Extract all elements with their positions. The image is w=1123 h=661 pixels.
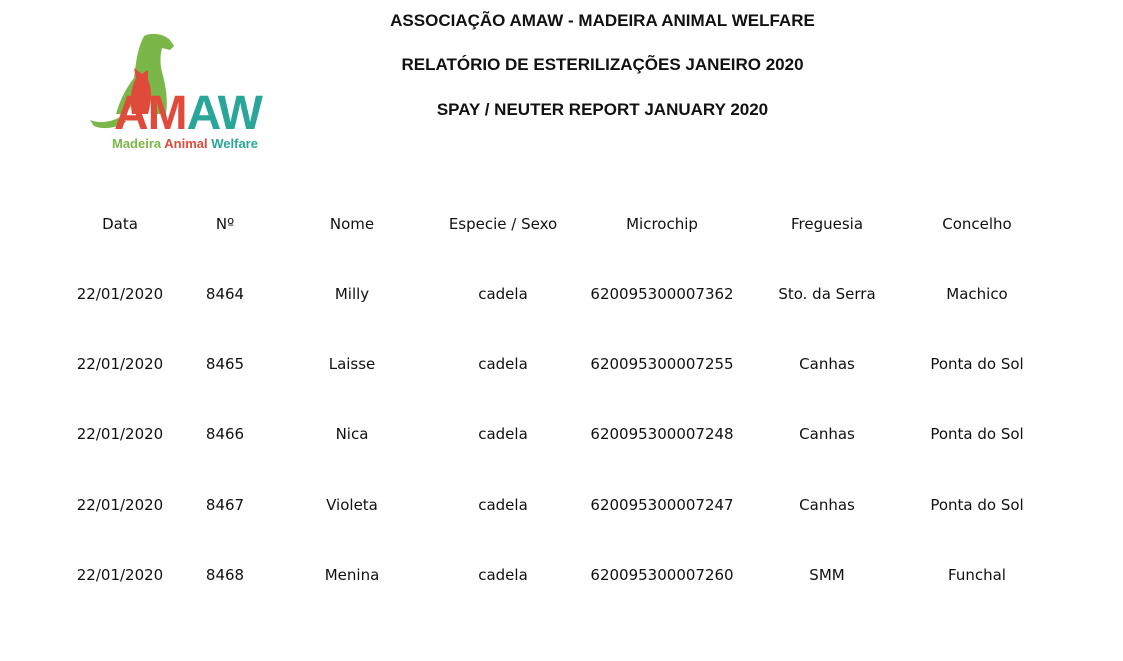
table-cell-date: 22/01/2020 <box>76 355 164 373</box>
table-cell-species-sex: cadela <box>478 566 528 584</box>
table-cell-name: Menina <box>324 566 380 584</box>
logo-letter: A <box>114 87 148 140</box>
table-cell-microchip: 620095300007247 <box>590 496 734 514</box>
table-cell-microchip: 620095300007362 <box>590 285 734 303</box>
logo-tagline-part: Animal <box>164 136 212 151</box>
column-header-number: Nº <box>215 215 235 233</box>
table-cell-name: Nica <box>335 425 369 443</box>
column-header-date: Data <box>102 215 138 233</box>
table-cell-number: 8468 <box>205 566 245 584</box>
table-cell-species-sex: cadela <box>478 425 528 443</box>
table-cell-municipality: Funchal <box>948 566 1006 584</box>
column-header-microchip: Microchip <box>626 215 698 233</box>
table-cell-number: 8465 <box>205 355 245 373</box>
logo-letter: M <box>147 87 187 140</box>
table-cell-municipality: Ponta do Sol <box>930 496 1024 514</box>
table-cell-date: 22/01/2020 <box>76 496 164 514</box>
association-title: ASSOCIAÇÃO AMAW - MADEIRA ANIMAL WELFARE <box>390 11 815 30</box>
report-title-pt: RELATÓRIO DE ESTERILIZAÇÕES JANEIRO 2020 <box>401 55 804 74</box>
table-cell-number: 8466 <box>205 425 245 443</box>
table-cell-species-sex: cadela <box>478 285 528 303</box>
table-cell-microchip: 620095300007255 <box>590 355 734 373</box>
table-cell-municipality: Ponta do Sol <box>930 425 1024 443</box>
table-cell-municipality: Machico <box>946 285 1008 303</box>
table-cell-microchip: 620095300007248 <box>590 425 734 443</box>
table-cell-parish: SMM <box>809 566 845 584</box>
table-cell-species-sex: cadela <box>478 496 528 514</box>
amaw-logo <box>86 30 282 154</box>
table-cell-date: 22/01/2020 <box>76 285 164 303</box>
table-cell-parish: Canhas <box>799 496 855 514</box>
table-cell-parish: Canhas <box>799 355 855 373</box>
logo-letter: A <box>186 87 218 140</box>
table-cell-number: 8467 <box>205 496 245 514</box>
logo-letter: W <box>217 87 262 140</box>
table-cell-municipality: Ponta do Sol <box>930 355 1024 373</box>
column-header-municipality: Concelho <box>942 215 1012 233</box>
table-cell-name: Laisse <box>328 355 376 373</box>
logo-tagline-part: Welfare <box>211 136 258 151</box>
column-header-name: Nome <box>329 215 375 233</box>
table-cell-date: 22/01/2020 <box>76 566 164 584</box>
report-title-en: SPAY / NEUTER REPORT JANUARY 2020 <box>436 100 769 119</box>
logo-tagline <box>112 136 258 151</box>
table-cell-number: 8464 <box>205 285 245 303</box>
table-cell-species-sex: cadela <box>478 355 528 373</box>
table-cell-parish: Sto. da Serra <box>778 285 876 303</box>
table-cell-date: 22/01/2020 <box>76 425 164 443</box>
table-cell-parish: Canhas <box>799 425 855 443</box>
logo-tagline-part: Madeira <box>112 136 165 151</box>
column-header-species-sex: Especie / Sexo <box>448 215 558 233</box>
table-cell-microchip: 620095300007260 <box>590 566 734 584</box>
table-cell-name: Violeta <box>326 496 378 514</box>
logo-wordmark <box>114 87 262 140</box>
table-cell-name: Milly <box>334 285 370 303</box>
column-header-parish: Freguesia <box>790 215 864 233</box>
